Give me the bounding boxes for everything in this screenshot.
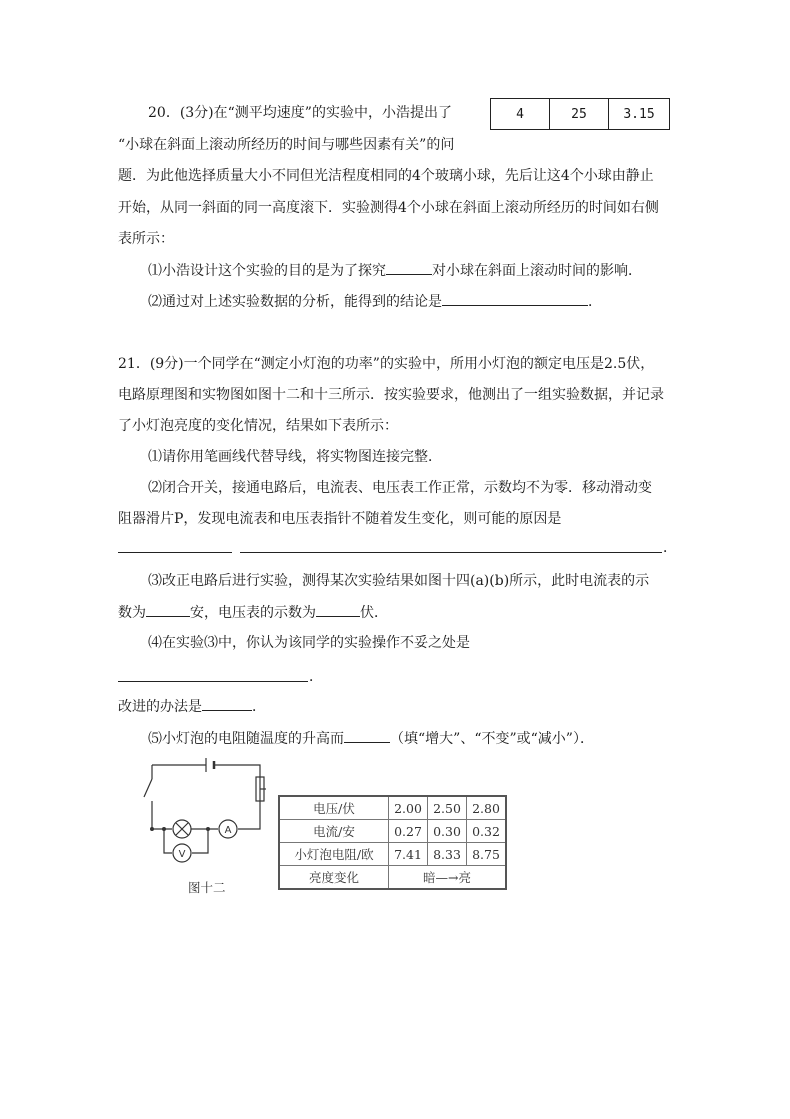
q20-cell-mass: 25 [550,99,609,130]
q21-item2-b: 阻器滑片P，发现电流表和电压表指针不随着发生变化，则可能的原因是 [118,511,562,527]
q21-line1: 21．(9分)一个同学在“测定小灯泡的功率”的实验中，所用小灯泡的额定电压是2.5伏， [118,356,655,372]
q20-item1-text-b: 对小球在斜面上滚动时间的影响． [432,263,642,279]
q20-item1 [148,260,642,281]
table-row [279,796,506,820]
q20-line2: “小球在斜面上滚动所经历的时间与哪些因素有关”的问 [118,137,455,153]
q21-data-table [278,795,507,890]
q20-data-table [490,98,670,130]
q21-line2: 电路原理图和实物图如图十二和十三所示．按实验要求，他测出了一组实验数据，并记录 [118,387,664,403]
table-cell: 2.50 [428,796,467,820]
q21-item5 [148,728,594,749]
table-row [279,820,506,843]
q21-item5-text-b: （填“增大”、“不变”或“减小”）． [390,731,594,747]
bulb-cross [176,823,188,835]
table-row [279,866,506,890]
switch-icon [144,779,152,797]
q20-item2 [148,291,602,312]
voltmeter-label: V [178,849,186,860]
circuit-diagram [138,755,273,870]
ammeter-label: A [224,825,232,836]
q21-item4-c [118,696,266,717]
table-row [279,843,506,866]
table-cell: 0.27 [389,820,428,843]
q21-answer-blank-5[interactable] [344,728,390,743]
q21-item3-text-1: 数为 [118,605,146,621]
q21-ammeter-reading-blank[interactable] [146,602,190,617]
figure-12-label: 图十二 [188,880,226,895]
q20-line4: 开始，从同一斜面的同一高度滚下．实验测得4个小球在斜面上滚动所经历的时间如右侧 [118,200,659,216]
q21-item4-text-c2: ． [252,699,266,715]
q21-answer-blank-2b[interactable] [240,552,662,553]
q20-cell-count: 4 [491,99,550,130]
table-cell: 2.00 [389,796,428,820]
row-label-current: 电流/安 [279,820,389,843]
q21-answer-blank-2a[interactable] [118,552,232,553]
q21-answer-blank-4a[interactable] [118,681,308,682]
q21-item3-a: ⑶改正电路后进行实验，测得某次实验结果如图十四(a)(b)所示，此时电流表的示 [148,573,650,589]
q21-item5-text-a: ⑸小灯泡的电阻随温度的升高而 [148,731,344,747]
q20-line1: 20．(3分)在“测平均速度”的实验中，小浩提出了 [148,105,452,121]
table-cell: 8.75 [467,843,507,866]
table-cell: 0.30 [428,820,467,843]
q21-item1: ⑴请你用笔画线代替导线，将实物图连接完整． [148,449,442,465]
row-label-resistance: 小灯泡电阻/欧 [279,843,389,866]
row-label-brightness: 亮度变化 [279,866,389,890]
q20-item2-text-a: ⑵通过对上述实验数据的分析，能得到的结论是 [148,294,442,310]
q20-line3: 题．为此他选择质量大小不同但光洁程度相同的4个玻璃小球，先后让这4个小球由静止 [118,168,654,184]
table-cell: 8.33 [428,843,467,866]
q21-item3-text-3: 伏． [360,605,388,621]
circuit-left-wire-bottom [152,801,172,829]
q20-line5: 表所示： [118,231,174,247]
table-cell: 0.32 [467,820,507,843]
q21-voltmeter-reading-blank[interactable] [316,602,360,617]
q21-answer-blank-4b[interactable] [202,696,252,711]
q20-item2-text-b: ． [588,294,602,310]
q21-item3-text-2: 安，电压表的示数为 [190,605,316,621]
row-label-voltage: 电压/伏 [279,796,389,820]
q21-item2-a: ⑵闭合开关，接通电路后，电流表、电压表工作正常，示数均不为零．移动滑动变 [148,480,652,496]
q21-item4-text-c1: 改进的办法是 [118,699,202,715]
table-cell: 2.80 [467,796,507,820]
q20-answer-blank-1[interactable] [386,260,432,275]
q20-answer-blank-2[interactable] [442,291,588,306]
table-cell: 7.41 [389,843,428,866]
q21-item4-end: ． [309,669,323,685]
q21-item4-a: ⑷在实验⑶中，你认为该同学的实验操作不妥之处是 [148,635,470,651]
q21-line3: 了小灯泡亮度的变化情况，结果如下表所示： [118,418,398,434]
q21-item3-b [118,602,388,623]
q21-item2-end: ． [663,540,677,556]
q20-cell-time: 3.15 [609,99,670,130]
circuit-top-wire [152,765,260,829]
brightness-change-cell: 暗—→亮 [389,866,507,890]
table-row [491,99,670,130]
q20-item1-text-a: ⑴小浩设计这个实验的目的是为了探究 [148,263,386,279]
